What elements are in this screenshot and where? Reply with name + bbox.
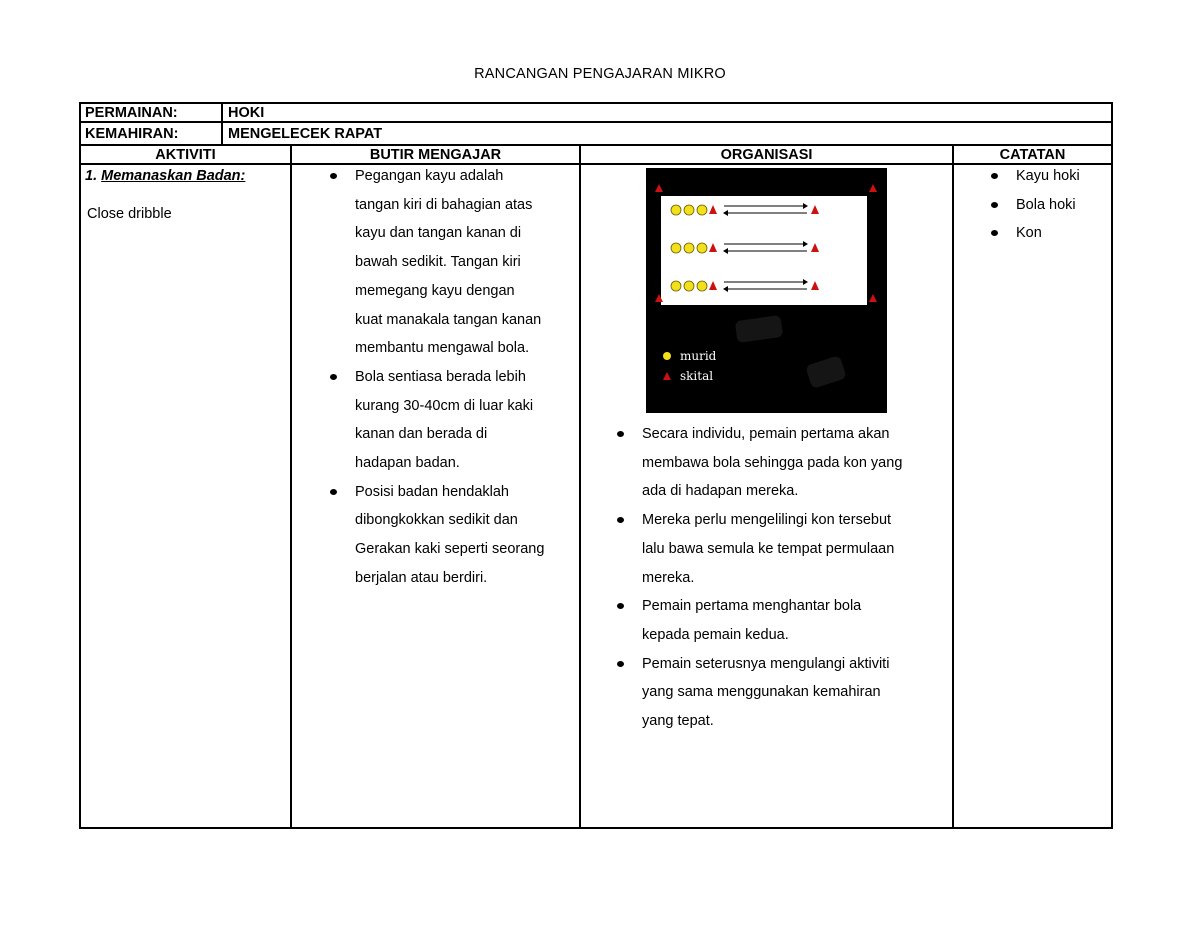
- player-icon: [697, 243, 707, 253]
- list-item-text: Bola sentiasa berada lebih: [355, 368, 526, 385]
- legend-murid-label: murid: [680, 349, 717, 363]
- column-header-organisasi: ORGANISASI: [720, 147, 813, 163]
- list-item: [642, 707, 902, 736]
- player-icon: [684, 205, 694, 215]
- catatan-list: [1016, 162, 1080, 248]
- bullet-icon: [330, 374, 337, 380]
- aktiviti-number: 1.: [85, 168, 98, 184]
- bullet-icon: [330, 173, 337, 179]
- list-item: [642, 535, 902, 564]
- aktiviti-heading-text: Memanaskan Badan:: [101, 168, 246, 184]
- list-item-text: hadapan badan.: [355, 455, 460, 472]
- list-item: [1016, 219, 1080, 248]
- list-item-text: kayu dan tangan kanan di: [355, 225, 522, 242]
- cone-icon: [869, 184, 877, 192]
- kemahiran-label: KEMAHIRAN:: [85, 126, 179, 142]
- legend-cone-icon: [663, 372, 671, 380]
- list-item-text: ada di hadapan mereka.: [642, 483, 799, 500]
- permainan-value: HOKI: [228, 105, 265, 121]
- bullet-icon: [617, 661, 624, 667]
- player-icon: [684, 243, 694, 253]
- list-item-text: membantu mengawal bola.: [355, 340, 530, 357]
- list-item: [355, 334, 544, 363]
- table-rule-right: [1111, 102, 1113, 829]
- column-header-catatan: CATATAN: [999, 147, 1066, 163]
- list-item-text: lalu bawa semula ke tempat permulaan: [642, 540, 895, 557]
- list-item-text: Kayu hoki: [1016, 168, 1080, 184]
- organisasi-diagram: [646, 168, 887, 413]
- list-item-text: memegang kayu dengan: [355, 282, 515, 299]
- cone-icon: [655, 184, 663, 192]
- list-item: [355, 478, 544, 507]
- aktiviti-heading: [85, 168, 245, 185]
- player-icon: [697, 281, 707, 291]
- list-item-text: Posisi badan hendaklah: [355, 483, 509, 500]
- list-item: [355, 564, 544, 593]
- list-item: [642, 506, 902, 535]
- list-item: [642, 592, 902, 621]
- table-rule-top: [79, 102, 1113, 104]
- bullet-icon: [991, 230, 998, 236]
- list-item: [642, 564, 902, 593]
- list-item-text: kurang 30-40cm di luar kaki: [355, 397, 534, 414]
- list-item-text: yang sama menggunakan kemahiran: [642, 684, 881, 701]
- list-item-text: Secara individu, pemain pertama akan: [642, 426, 890, 442]
- table-rule-col2: [579, 144, 581, 829]
- bullet-icon: [617, 603, 624, 609]
- legend-skital-label: skital: [680, 369, 714, 383]
- aktiviti-name: Close dribble: [87, 206, 172, 222]
- player-icon: [671, 205, 681, 215]
- list-item-text: yang tepat.: [642, 713, 714, 730]
- list-item: [642, 678, 902, 707]
- table-rule-bottom: [79, 827, 1113, 829]
- lesson-plan-table: [79, 102, 1113, 829]
- table-rule-left: [79, 102, 81, 829]
- table-rule-row2: [79, 144, 1113, 146]
- table-rule-col1: [290, 144, 292, 829]
- drill-diagram-svg: [646, 168, 887, 413]
- shadow-shape: [735, 315, 784, 343]
- bullet-icon: [991, 173, 998, 179]
- shadow-shape: [805, 355, 847, 389]
- player-icon: [671, 243, 681, 253]
- column-header-butir-mengajar: BUTIR MENGAJAR: [369, 147, 502, 163]
- list-item-text: Mereka perlu mengelilingi kon tersebut: [642, 512, 892, 529]
- list-item: [355, 392, 544, 421]
- player-icon: [684, 281, 694, 291]
- list-item: [642, 650, 902, 679]
- list-item: [642, 420, 902, 449]
- organisasi-list: [642, 420, 902, 736]
- table-rule-col3: [952, 144, 954, 829]
- cone-icon: [869, 294, 877, 302]
- list-item-text: Pemain seterusnya mengulangi aktiviti: [642, 655, 890, 672]
- list-item: [355, 162, 544, 191]
- list-item: [355, 191, 544, 220]
- player-icon: [671, 281, 681, 291]
- list-item-text: Kon: [1016, 225, 1042, 242]
- list-item-text: mereka.: [642, 569, 695, 586]
- legend-player-icon: [663, 352, 671, 360]
- bullet-icon: [617, 431, 624, 437]
- list-item-text: bawah sedikit. Tangan kiri: [355, 254, 521, 271]
- list-item: [642, 477, 902, 506]
- list-item: [355, 420, 544, 449]
- butir-mengajar-list: [355, 162, 544, 593]
- list-item-text: membawa bola sehingga pada kon yang: [642, 454, 903, 471]
- list-item-text: Pemain pertama menghantar bola: [642, 598, 862, 615]
- list-item-text: kanan dan berada di: [355, 426, 488, 443]
- list-item-text: Pegangan kayu adalah: [355, 168, 504, 184]
- list-item: [1016, 162, 1080, 191]
- bullet-icon: [991, 202, 998, 208]
- player-icon: [697, 205, 707, 215]
- column-header-aktiviti: AKTIVITI: [155, 147, 216, 163]
- list-item: [355, 306, 544, 335]
- list-item-text: kepada pemain kedua.: [642, 626, 789, 643]
- list-item: [1016, 191, 1080, 220]
- document-title: RANCANGAN PENGAJARAN MIKRO: [474, 66, 726, 82]
- list-item: [642, 449, 902, 478]
- list-item-text: tangan kiri di bahagian atas: [355, 196, 533, 213]
- list-item: [355, 506, 544, 535]
- list-item-text: kuat manakala tangan kanan: [355, 311, 542, 328]
- list-item: [355, 277, 544, 306]
- list-item-text: Gerakan kaki seperti seorang: [355, 541, 545, 558]
- list-item-text: dibongkokkan sedikit dan: [355, 512, 518, 529]
- permainan-label: PERMAINAN:: [85, 105, 178, 121]
- list-item: [355, 363, 544, 392]
- list-item: [642, 621, 902, 650]
- list-item: [355, 248, 544, 277]
- list-item-text: Bola hoki: [1016, 196, 1076, 213]
- list-item: [355, 449, 544, 478]
- table-rule-label-divider: [221, 102, 223, 146]
- bullet-icon: [330, 489, 337, 495]
- list-item: [355, 535, 544, 564]
- bullet-icon: [617, 517, 624, 523]
- list-item: [355, 219, 544, 248]
- list-item-text: berjalan atau berdiri.: [355, 569, 488, 586]
- kemahiran-value: MENGELECEK RAPAT: [228, 126, 383, 142]
